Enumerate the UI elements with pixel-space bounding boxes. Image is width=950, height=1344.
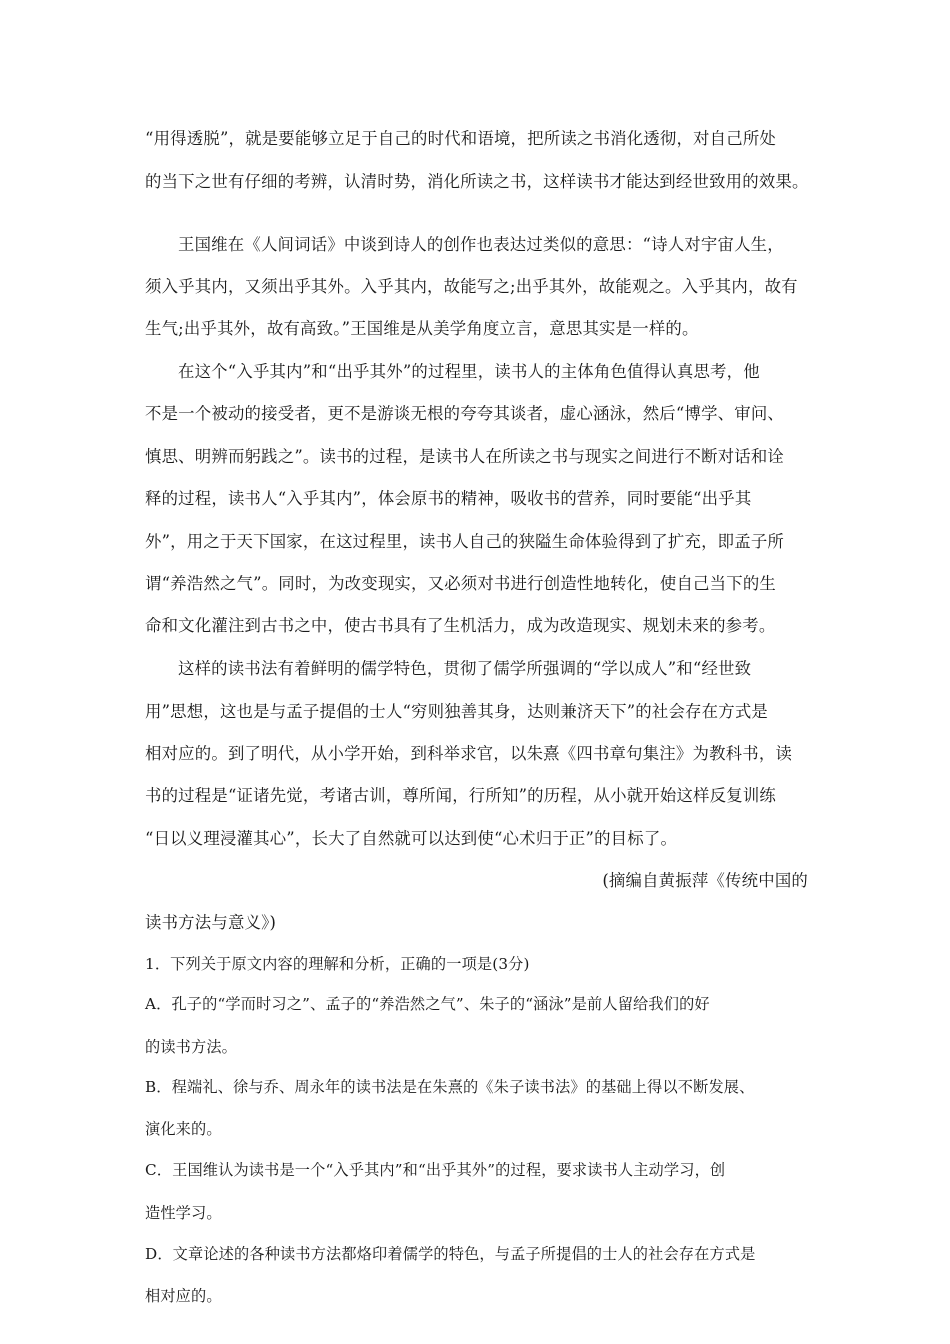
option-b-continuation: 演化来的。 [145,1120,222,1138]
source-citation: (摘编自黄振萍《传统中国的 [602,871,808,890]
option-c: C．王国维认为读书是一个“入乎其内”和“出乎其外”的过程，要求读书人主动学习，创 [145,1161,726,1179]
paragraph-line: 书的过程是“证诸先觉，考诸古训，尊所闻，行所知”的历程，从小就开始这样反复训练 [145,786,777,805]
paragraph-line: 相对应的。到了明代，从小学开始，到科举求官，以朱熹《四书章句集注》为教科书，读 [145,744,793,763]
option-d: D．文章论述的各种读书方法都烙印着儒学的特色，与孟子所提倡的士人的社会存在方式是 [145,1245,756,1263]
paragraph-line: 不是一个被动的接受者，更不是游谈无根的夸夸其谈者，虚心涵泳，然后“博学、审问、 [145,404,785,423]
paragraph-line: 的当下之世有仔细的考辨，认清时势，消化所读之书，这样读书才能达到经世致用的效果。 [145,172,809,191]
option-b: B．程端礼、徐与乔、周永年的读书法是在朱熹的《朱子读书法》的基础上得以不断发展、 [145,1078,755,1096]
question-stem: 1．下列关于原文内容的理解和分析，正确的一项是(3分) [145,955,530,973]
paragraph-line: 释的过程，读书人“入乎其内”，体会原书的精神，吸收书的营养，同时要能“出乎其 [145,489,752,508]
paragraph-line: 慎思、明辨而躬践之”。读书的过程，是读书人在所读之书与现实之间进行不断对话和诠 [145,447,785,466]
paragraph-line: “日以义理浸灌其心”，长大了自然就可以达到使“心术归于正”的目标了。 [145,829,678,848]
option-a-continuation: 的读书方法。 [145,1038,238,1056]
paragraph-line: 外”，用之于天下国家，在这过程里，读书人自己的狭隘生命体验得到了扩充，即孟子所 [145,532,785,551]
paragraph-line: 在这个“入乎其内”和“出乎其外”的过程里，读书人的主体角色值得认真思考，他 [178,362,760,381]
paragraph-line: 这样的读书法有着鲜明的儒学特色，贯彻了儒学所强调的“学以成人”和“经世致 [178,659,752,678]
paragraph-line: 须入乎其内，又须出乎其外。入乎其内，故能写之;出乎其外，故能观之。入乎其内，故有 [145,277,798,296]
paragraph-line: 谓“养浩然之气”。同时，为改变现实，又必须对书进行创造性地转化，使自己当下的生 [145,574,777,593]
source-citation: 读书方法与意义》) [145,913,277,932]
paragraph-line: 王国维在《人间词话》中谈到诗人的创作也表达过类似的意思：“诗人对宇宙人生， [178,235,784,254]
option-a: A．孔子的“学而时习之”、孟子的“养浩然之气”、朱子的“涵泳”是前人留给我们的好 [145,995,710,1013]
option-c-continuation: 造性学习。 [145,1204,222,1222]
paragraph-line: “用得透脱”，就是要能够立足于自己的时代和语境，把所读之书消化透彻，对自己所处 [145,129,777,148]
paragraph-line: 生气;出乎其外，故有高致。”王国维是从美学角度立言，意思其实是一样的。 [145,319,699,338]
option-d-continuation: 相对应的。 [145,1287,222,1305]
paragraph-line: 用”思想，这也是与孟子提倡的士人“穷则独善其身，达则兼济天下”的社会存在方式是 [145,702,768,721]
paragraph-line: 命和文化灌注到古书之中，使古书具有了生机活力，成为改造现实、规划未来的参考。 [145,616,776,635]
